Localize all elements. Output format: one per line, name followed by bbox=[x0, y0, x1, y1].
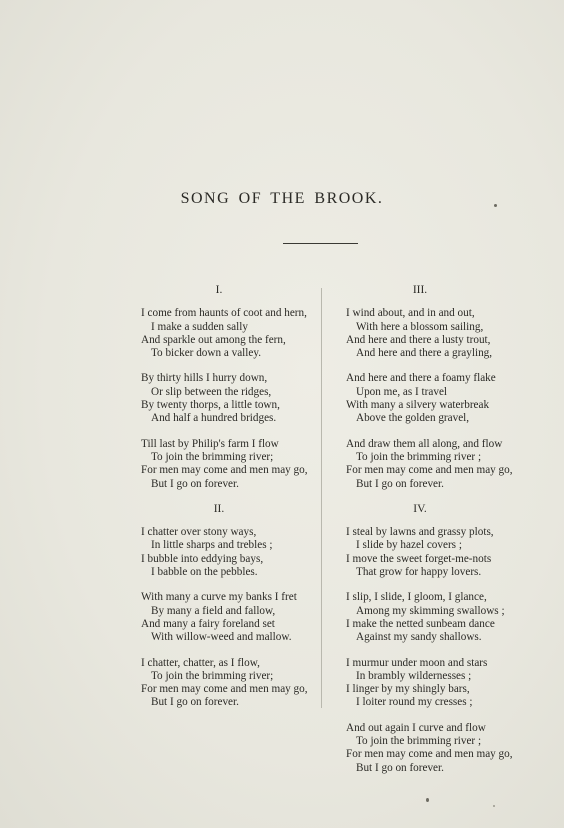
verse-line: I bubble into eddying bays, bbox=[141, 552, 264, 565]
stanza bbox=[346, 526, 516, 579]
verse-line: But I go on forever. bbox=[356, 761, 444, 774]
verse-line: I chatter over stony ways, bbox=[141, 526, 257, 539]
verse-line: In little sharps and trebles ; bbox=[151, 539, 273, 552]
stanza bbox=[346, 657, 516, 710]
verse-line: But I go on forever. bbox=[151, 696, 239, 709]
verse-line: For men may come and men may go, bbox=[141, 683, 308, 696]
stanza bbox=[141, 438, 311, 491]
section-numeral: IV. bbox=[413, 502, 427, 515]
verse-line: With willow-weed and mallow. bbox=[151, 631, 292, 644]
verse-line: I make a sudden sally bbox=[151, 320, 248, 333]
paper-speck bbox=[493, 805, 495, 807]
verse-line: And sparkle out among the fern, bbox=[141, 333, 286, 346]
verse-line: To join the brimming river; bbox=[151, 669, 274, 682]
stanza bbox=[346, 307, 516, 360]
stanza bbox=[346, 722, 516, 775]
verse-line: I murmur under moon and stars bbox=[346, 656, 488, 669]
stanza bbox=[141, 657, 311, 710]
verse-line: I make the netted sunbeam dance bbox=[346, 617, 495, 630]
verse-line: Above the golden gravel, bbox=[356, 412, 470, 425]
verse-line: I steal by lawns and grassy plots, bbox=[346, 526, 494, 539]
section-numeral: II. bbox=[213, 502, 225, 515]
verse-line: To join the brimming river ; bbox=[356, 450, 482, 463]
verse-line: In brambly wildernesses ; bbox=[356, 669, 472, 682]
poem-title: SONG OF THE BROOK. bbox=[180, 190, 384, 207]
verse-line: I linger by my shingly bars, bbox=[346, 683, 470, 696]
stanza bbox=[141, 591, 311, 644]
verse-line: Or slip between the ridges, bbox=[151, 385, 272, 398]
verse-line: And draw them all along, and flow bbox=[346, 437, 503, 450]
verse-line: With many a curve my banks I fret bbox=[141, 591, 297, 604]
section-numeral: III. bbox=[412, 284, 428, 296]
paper-speck bbox=[494, 204, 497, 207]
verse-line: For men may come and men may go, bbox=[346, 464, 513, 477]
stanza bbox=[141, 526, 311, 579]
verse-line: Upon me, as I travel bbox=[356, 385, 448, 398]
verse-line: By many a field and fallow, bbox=[151, 604, 276, 617]
verse-line: That grow for happy lovers. bbox=[356, 566, 482, 579]
verse-line: For men may come and men may go, bbox=[346, 748, 513, 761]
verse-line: With many a silvery waterbreak bbox=[346, 399, 490, 412]
stanza bbox=[141, 307, 311, 360]
verse-line: Till last by Philip's farm I flow bbox=[141, 437, 279, 450]
verse-line: I loiter round my cresses ; bbox=[356, 696, 473, 709]
stanza bbox=[141, 372, 311, 425]
paper-speck bbox=[426, 798, 429, 802]
verse-line: Against my sandy shallows. bbox=[356, 631, 482, 644]
left-column bbox=[141, 284, 311, 722]
verse-line: I slip, I slide, I gloom, I glance, bbox=[346, 591, 487, 604]
verse-line: I wind about, and in and out, bbox=[346, 307, 475, 320]
verse-line: And here and there a foamy flake bbox=[346, 372, 496, 385]
verse-line: And many a fairy foreland set bbox=[141, 617, 275, 630]
verse-line: Among my skimming swallows ; bbox=[356, 604, 505, 617]
verse-line: By thirty hills I hurry down, bbox=[141, 372, 268, 385]
verse-line: To join the brimming river; bbox=[151, 450, 274, 463]
verse-line: But I go on forever. bbox=[151, 477, 239, 490]
verse-line: I babble on the pebbles. bbox=[151, 566, 258, 579]
verse-line: But I go on forever. bbox=[356, 477, 444, 490]
verse-line: I move the sweet forget-me-nots bbox=[346, 552, 492, 565]
verse-line: By twenty thorps, a little town, bbox=[141, 399, 280, 412]
stanza bbox=[346, 372, 516, 425]
verse-line: And half a hundred bridges. bbox=[151, 412, 277, 425]
verse-line: And here and there a lusty trout, bbox=[346, 333, 491, 346]
right-column bbox=[346, 284, 516, 787]
column-divider bbox=[321, 288, 322, 708]
title-rule bbox=[283, 243, 358, 244]
section-numeral: I. bbox=[215, 284, 223, 296]
verse-line: To join the brimming river ; bbox=[356, 735, 482, 748]
verse-line: I chatter, chatter, as I flow, bbox=[141, 656, 260, 669]
stanza bbox=[346, 591, 516, 644]
verse-line: And here and there a grayling, bbox=[356, 347, 493, 360]
verse-line: With here a blossom sailing, bbox=[356, 320, 484, 333]
verse-line: And out again I curve and flow bbox=[346, 721, 486, 734]
verse-line: I slide by hazel covers ; bbox=[356, 539, 462, 552]
verse-line: To bicker down a valley. bbox=[151, 347, 262, 360]
verse-line: I come from haunts of coot and hern, bbox=[141, 307, 307, 320]
stanza bbox=[346, 438, 516, 491]
verse-line: For men may come and men may go, bbox=[141, 464, 308, 477]
